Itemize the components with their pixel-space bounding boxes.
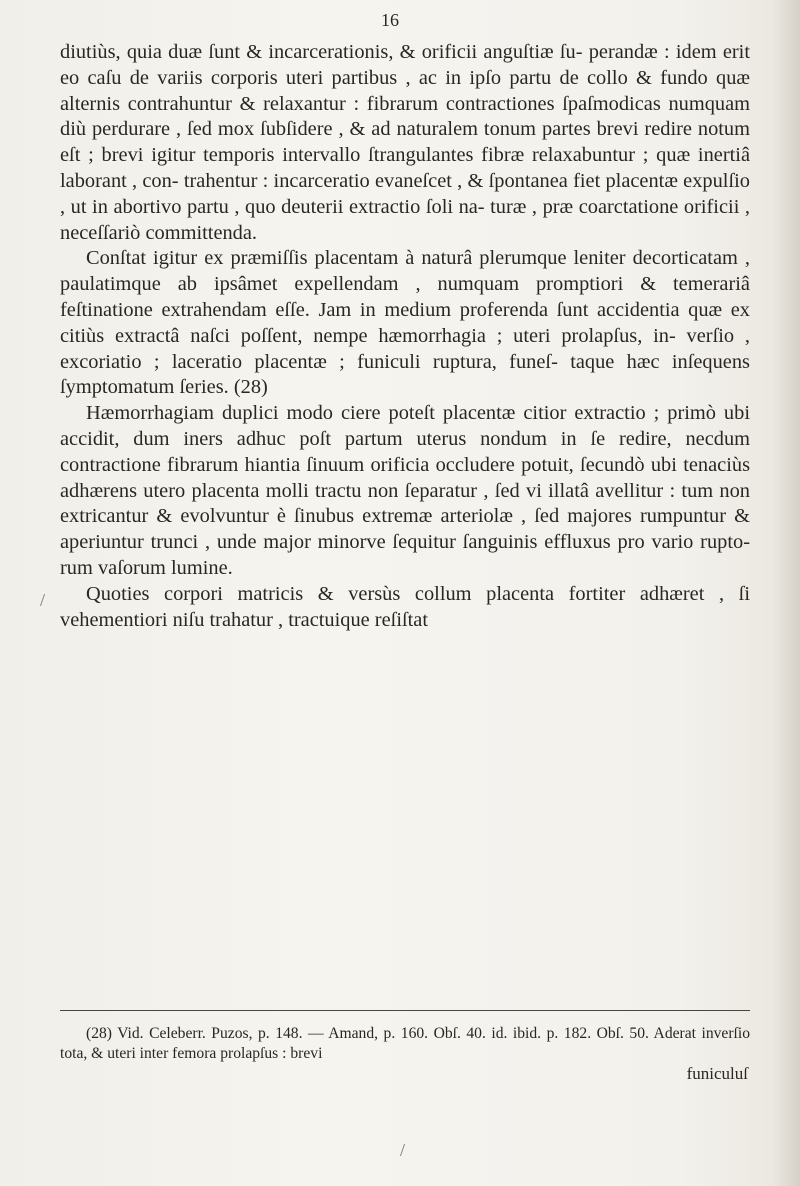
paragraph-3: Hæmorrhagiam duplici modo ciere poteſt placentæ citior extractio ; primò ubi accidit, dum iners adhuc poſt partum uterus nondum in ſe redire, necdum contractione fibrarum hiantia ſinuum orificia occludere potuit, ſecundò ubi tenaciùs adhærens utero placenta molli tractu non ſeparatur , ſed vi illatâ avellitur : tum non extricantur & evolvuntur è ſinubus extremæ arteriolæ , ſed majores rumpuntur & aperiuntur trunci , unde major minorve ſequitur ſanguinis effluxus pro vario rupto- rum vaſorum lumine. <box>60 402 750 579</box>
paragraph-4: Quoties corpori matricis & versùs collum placenta fortiter adhæret , ſi vehementiori niſu trahatur , tractuique reſiſtat <box>60 582 750 631</box>
footnote-28: (28) Vid. Celeberr. Puzos, p. 148. — Amand, p. 160. Obſ. 40. id. ibid. p. 182. Obſ. 50. Aderat inverſio tota, & uteri inter femora prolapſus : brevi <box>60 1025 750 1062</box>
paragraph-2: Conſtat igitur ex præmiſſis placentam à naturâ plerumque leniter decorticatam , paulatimque ab ipsâmet expellendam , numquam promptiori & temerariâ feſtinatione extrahendam eſſe. Jam in medium proferenda ſunt accidentia quæ ex citiùs extractâ naſci poſſent, nempe hæmorrhagia ; uteri prolapſus, in- verſio , excoriatio ; laceratio placentæ ; funiculi ruptura, funeſ- taque hæc inſequens ſymptomatum ſeries. (28) <box>60 247 750 399</box>
catchword: funiculuſ <box>686 1064 748 1083</box>
paragraph-1: diutiùs, quia duæ ſunt & incarcerationis, & orificii anguſtiæ ſu- perandæ : idem erit eo caſu de variis corporis uteri partibus , ac in ipſo partu de collo & fundo quæ alternis contrahuntur & relaxantur : fibrarum contractiones ſpaſmodicas numquam diù perdurare , ſed mox ſubſidere , & ad naturalem tonum partes brevi redire notum eſt ; brevi igitur temporis intervallo ſtrangulantes fibræ relaxabuntur ; quæ inertiâ laborant , con- trahentur : incarceratio evaneſcet , & ſpontanea fiet placentæ expulſio , ut in abortivo partu , quo deuterii extractio ſoli na- turæ , præ coarctatione orificii , neceſſariò committenda. <box>60 41 750 244</box>
bottom-tick-mark: / <box>400 1140 406 1160</box>
footnote-rule <box>60 1010 750 1011</box>
margin-tick-mark: / <box>40 590 46 610</box>
page-edge-shadow <box>772 0 800 1186</box>
page-number: 16 <box>381 10 399 30</box>
footnotes <box>60 1024 750 1064</box>
main-text <box>60 40 750 633</box>
